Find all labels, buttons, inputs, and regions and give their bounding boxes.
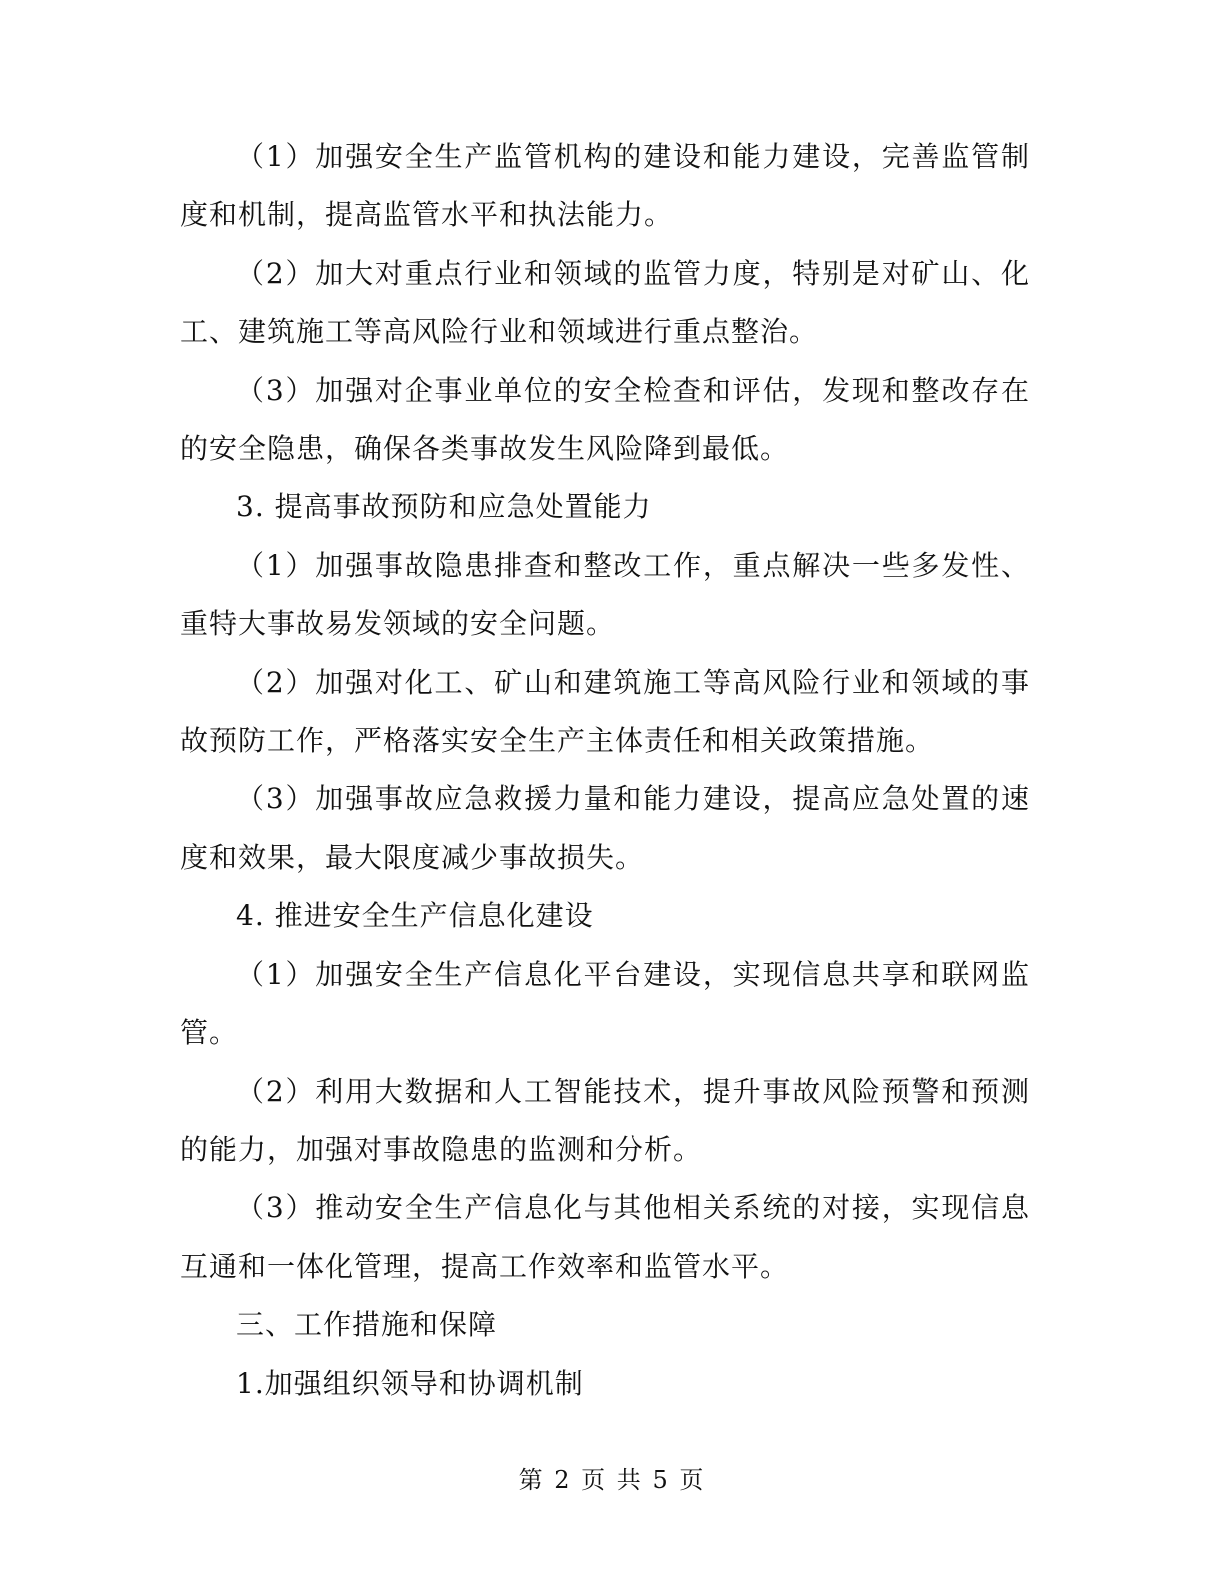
paragraph: （2）加大对重点行业和领域的监管力度，特别是对矿山、化工、建筑施工等高风险行业和领域进行重点整治。 [180, 256, 1030, 349]
document-body [180, 128, 1030, 1413]
paragraph: （1）加强安全生产信息化平台建设，实现信息共享和联网监管。 [180, 957, 1030, 1050]
paragraph: （3）加强事故应急救援力量和能力建设，提高应急处置的速度和效果，最大限度减少事故损失。 [180, 782, 1030, 874]
page-footer: 第 2 页 共 5 页 [518, 1466, 706, 1494]
section-heading: 1.加强组织领导和协调机制 [236, 1366, 584, 1400]
paragraph: （3）推动安全生产信息化与其他相关系统的对接，实现信息互通和一体化管理，提高工作效率和监管水平。 [180, 1191, 1030, 1283]
chapter-heading: 三、工作措施和保障 [236, 1308, 498, 1342]
paragraph: （2）利用大数据和人工智能技术，提升事故风险预警和预测的能力，加强对事故隐患的监测和分析。 [180, 1074, 1030, 1166]
section-heading: 3. 提高事故预防和应急处置能力 [236, 490, 652, 524]
paragraph: （3）加强对企事业单位的安全检查和评估，发现和整改存在的安全隐患，确保各类事故发生风险降到最低。 [180, 373, 1030, 466]
paragraph: （1）加强安全生产监管机构的建设和能力建设，完善监管制度和机制，提高监管水平和执法能力。 [180, 140, 1030, 232]
paragraph: （1）加强事故隐患排查和整改工作，重点解决一些多发性、重特大事故易发领域的安全问题。 [180, 548, 1030, 641]
paragraph: （2）加强对化工、矿山和建筑施工等高风险行业和领域的事故预防工作，严格落实安全生产主体责任和相关政策措施。 [180, 665, 1030, 758]
section-heading: 4. 推进安全生产信息化建设 [236, 899, 594, 933]
